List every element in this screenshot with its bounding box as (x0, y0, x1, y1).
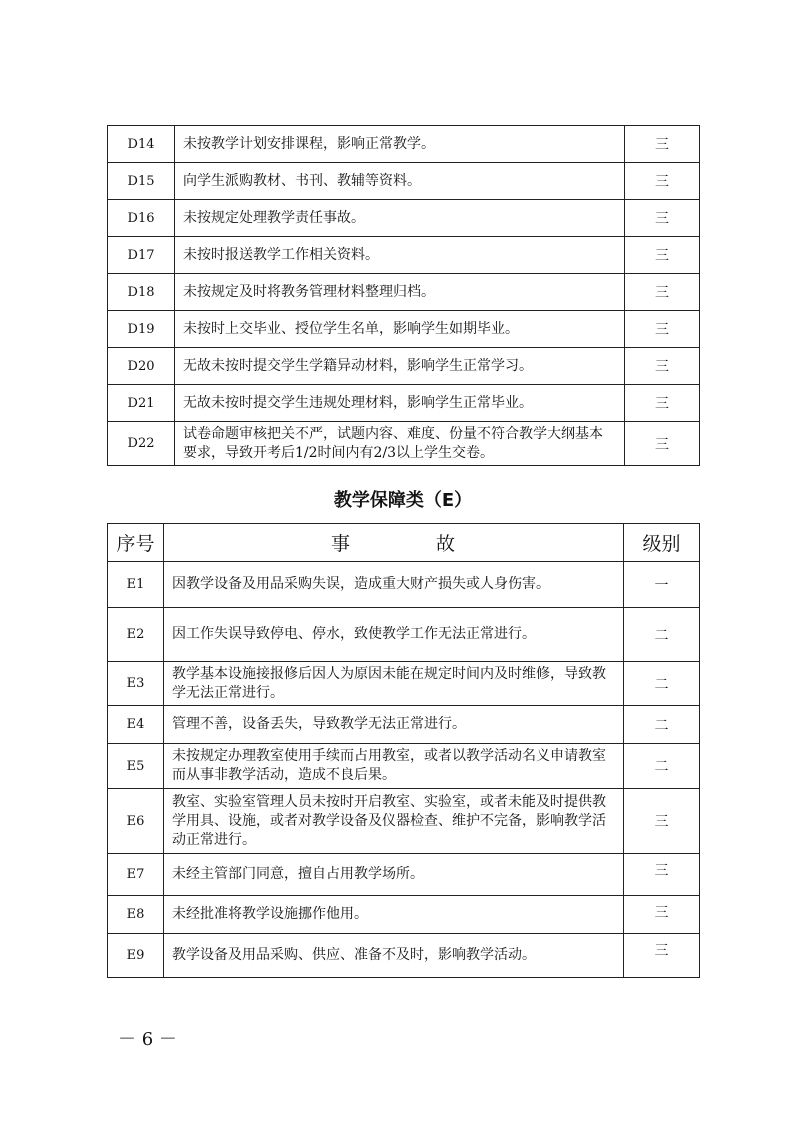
header-level: 级别 (624, 524, 700, 562)
row-text: 未按规定办理教室使用手续而占用教室，或者以教学活动名义申请教室而从事非教学活动，造成不良后果。 (164, 744, 624, 789)
header-code: 序号 (108, 524, 164, 562)
row-text: 试卷命题审核把关不严，试题内容、难度、份量不符合教学大纲基本要求，导致开考后1/2时间内有2/3以上学生交卷。 (175, 422, 625, 466)
row-level: 二 (624, 706, 700, 744)
row-text: 无故未按时提交学生学籍异动材料，影响学生正常学习。 (175, 348, 625, 385)
table-row (108, 662, 700, 706)
row-text: 教学设备及用品采购、供应、准备不及时，影响教学活动。 (164, 934, 624, 978)
table-row (108, 706, 700, 744)
row-code: D17 (108, 237, 175, 274)
table-row (108, 237, 700, 274)
row-code: E9 (108, 934, 164, 978)
row-code: D14 (108, 126, 175, 163)
table-row (108, 422, 700, 466)
row-level: 三 (625, 311, 700, 348)
row-code: D19 (108, 311, 175, 348)
row-code: D15 (108, 163, 175, 200)
table-row (108, 163, 700, 200)
table-row (108, 348, 700, 385)
table-row (108, 608, 700, 662)
table-row (108, 789, 700, 854)
row-text: 因工作失误导致停电、停水，致使教学工作无法正常进行。 (164, 608, 624, 662)
table-row (108, 744, 700, 789)
row-level: 三 (625, 163, 700, 200)
row-code: D18 (108, 274, 175, 311)
row-text: 管理不善，设备丢失，导致教学无法正常进行。 (164, 706, 624, 744)
table-row (108, 562, 700, 608)
row-level: 三 (625, 200, 700, 237)
row-text: 未按教学计划安排课程，影响正常教学。 (175, 126, 625, 163)
row-text: 因教学设备及用品采购失误，造成重大财产损失或人身伤害。 (164, 562, 624, 608)
row-level: 三 (625, 422, 700, 466)
row-level: 二 (624, 608, 700, 662)
table-d (107, 125, 700, 466)
row-text: 未按规定及时将教务管理材料整理归档。 (175, 274, 625, 311)
table-row (108, 934, 700, 978)
header-event: 事 故 (164, 524, 624, 562)
table-row (108, 126, 700, 163)
page-number: － 6 － (118, 1029, 177, 1050)
row-code: E4 (108, 706, 164, 744)
row-code: D21 (108, 385, 175, 422)
table-header-row (108, 524, 700, 562)
row-code: E7 (108, 854, 164, 896)
row-text: 未按时上交毕业、授位学生名单，影响学生如期毕业。 (175, 311, 625, 348)
row-level: 三 (624, 934, 700, 978)
row-level: 二 (624, 744, 700, 789)
row-level: 三 (625, 237, 700, 274)
row-level: 三 (625, 385, 700, 422)
row-code: E6 (108, 789, 164, 854)
row-text: 无故未按时提交学生违规处理材料，影响学生正常毕业。 (175, 385, 625, 422)
row-code: E1 (108, 562, 164, 608)
table-row (108, 854, 700, 896)
row-code: D16 (108, 200, 175, 237)
row-level: 三 (624, 896, 700, 934)
row-text: 未经主管部门同意，擅自占用教学场所。 (164, 854, 624, 896)
table-row (108, 274, 700, 311)
row-level: 一 (624, 562, 700, 608)
row-text: 未按规定处理教学责任事故。 (175, 200, 625, 237)
row-code: D22 (108, 422, 175, 466)
section-title: 教学保障类（E） (333, 490, 473, 511)
row-code: D20 (108, 348, 175, 385)
table-row (108, 311, 700, 348)
row-level: 三 (625, 126, 700, 163)
row-code: E2 (108, 608, 164, 662)
row-level: 三 (625, 348, 700, 385)
row-text: 未按时报送教学工作相关资料。 (175, 237, 625, 274)
table-row (108, 385, 700, 422)
row-text: 向学生派购教材、书刊、教辅等资料。 (175, 163, 625, 200)
row-level: 三 (625, 274, 700, 311)
row-code: E8 (108, 896, 164, 934)
row-level: 三 (624, 789, 700, 854)
table-row (108, 200, 700, 237)
table-e (107, 523, 700, 978)
row-code: E5 (108, 744, 164, 789)
row-level: 三 (624, 854, 700, 896)
row-text: 未经批准将教学设施挪作他用。 (164, 896, 624, 934)
row-text: 教室、实验室管理人员未按时开启教室、实验室，或者未能及时提供教学用具、设施，或者对教学设备及仪器检查、维护不完备，影响教学活动正常进行。 (164, 789, 624, 854)
row-code: E3 (108, 662, 164, 706)
row-text: 教学基本设施接报修后因人为原因未能在规定时间内及时维修，导致教学无法正常进行。 (164, 662, 624, 706)
table-row (108, 896, 700, 934)
row-level: 二 (624, 662, 700, 706)
